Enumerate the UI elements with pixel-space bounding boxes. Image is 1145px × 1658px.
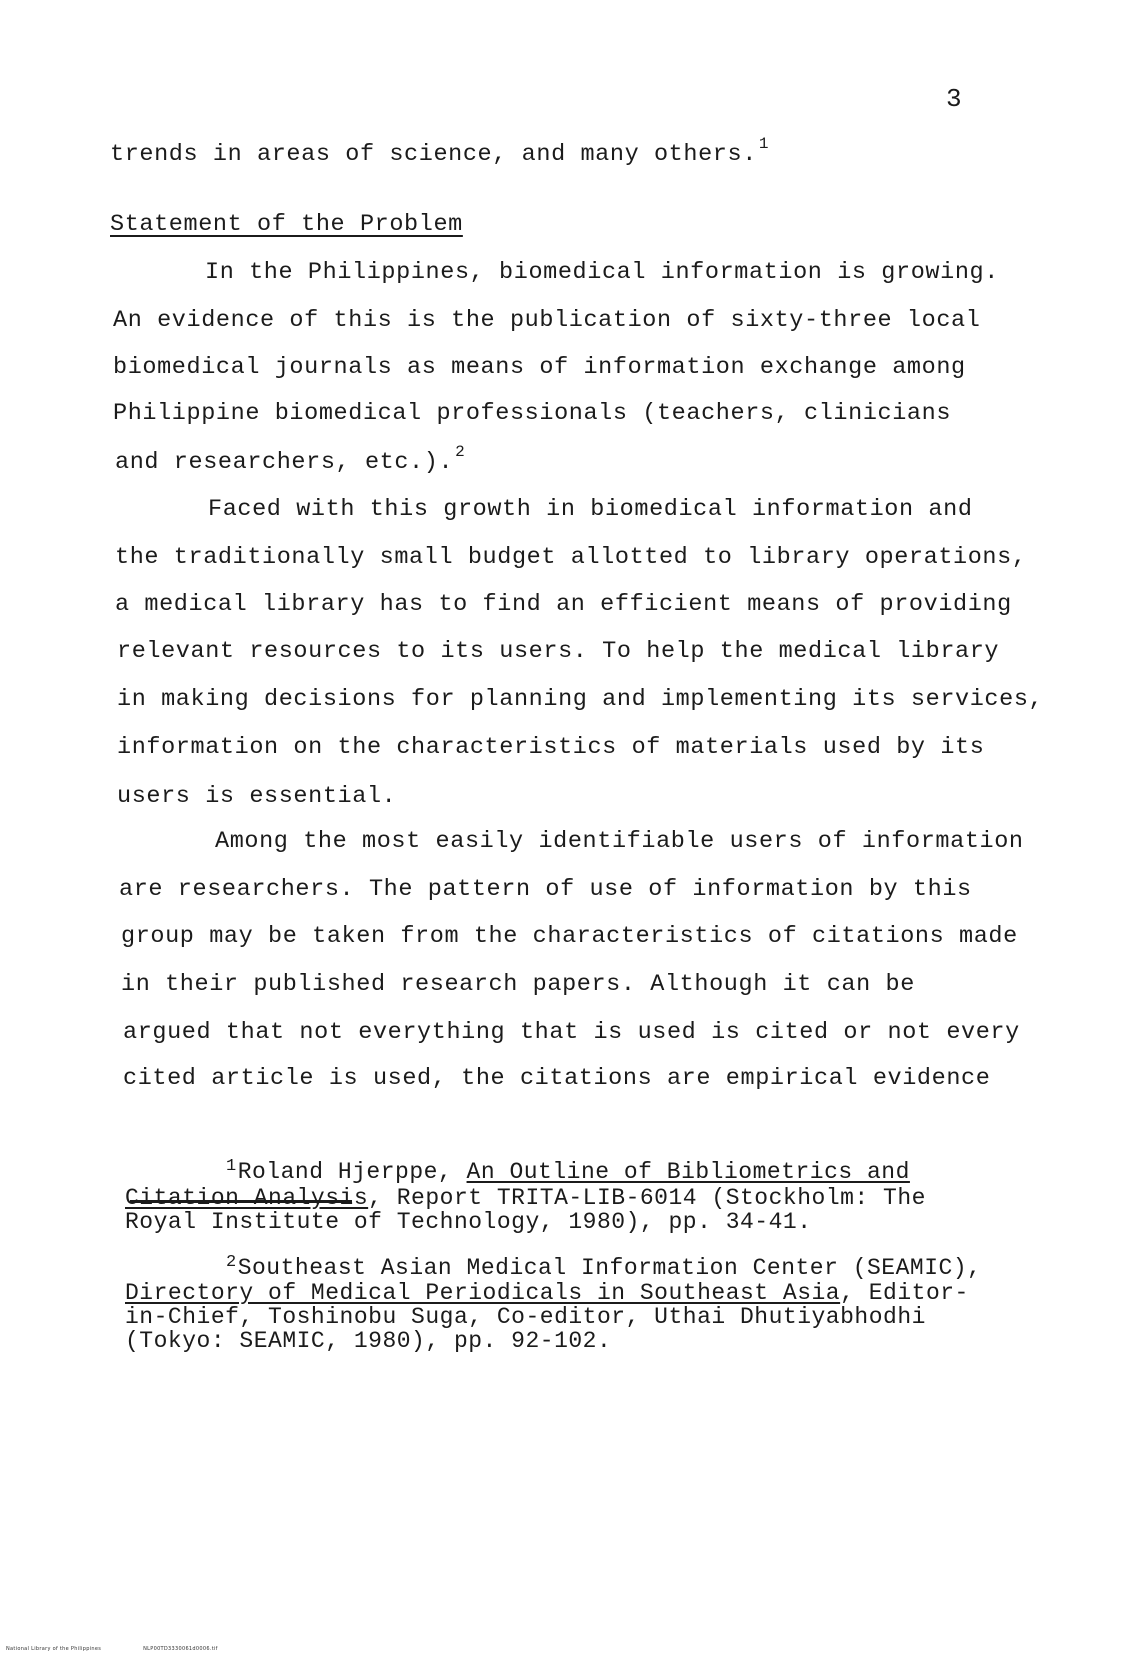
body-line: Among the most easily identifiable users of information — [215, 828, 1024, 855]
footer-file-id: NLP00TD3330061d0006.tif — [143, 1646, 218, 1652]
body-line: in making decisions for planning and implementing its services, — [117, 686, 1044, 713]
body-line: biomedical journals as means of information exchange among — [113, 354, 966, 381]
body-line: the traditionally small budget allotted to library operations, — [115, 544, 1027, 571]
footnote-2-line — [125, 1281, 969, 1306]
body-line: Philippine biomedical professionals (teachers, clinicians — [113, 400, 952, 427]
footnote-1-line — [226, 1157, 910, 1185]
footnote-mark-1: 1 — [226, 1157, 237, 1176]
footnote-2-editor: , Editor- — [840, 1280, 969, 1306]
body-line — [110, 135, 770, 170]
body-line: group may be taken from the characteristics of citations made — [121, 923, 1018, 950]
body-line — [115, 443, 466, 478]
footnote-ref-1: 1 — [758, 135, 770, 153]
body-line: a medical library has to find an efficient means of providing — [115, 591, 1012, 618]
footnote-1-line: Royal Institute of Technology, 1980), pp. 34-41. — [125, 1209, 812, 1235]
body-line-text: trends in areas of science, and many others. — [110, 141, 757, 168]
body-line: information on the characteristics of materials used by its — [117, 734, 985, 761]
footnote-1-title: An Outline of Bibliometrics and — [466, 1159, 910, 1185]
body-line: argued that not everything that is used is cited or not every — [123, 1019, 1020, 1046]
body-line: in their published research papers. Although it can be — [121, 971, 915, 998]
footnote-2-author: Southeast Asian Medical Information Center (SEAMIC), — [237, 1255, 982, 1281]
footnote-2-title: Directory of Medical Periodicals in Southeast Asia — [125, 1280, 841, 1306]
footnote-mark-2: 2 — [226, 1253, 237, 1272]
footnote-1-author: Roland Hjerppe, — [237, 1159, 467, 1185]
body-line: cited article is used, the citations are empirical evidence — [123, 1065, 991, 1092]
body-line: Faced with this growth in biomedical information and — [208, 496, 973, 523]
footnote-1-line — [125, 1186, 926, 1211]
footnote-2-line: in-Chief, Toshinobu Suga, Co-editor, Uthai Dhutiyabhodhi — [125, 1304, 926, 1330]
footnote-1-title: Citation Analysis — [125, 1185, 369, 1211]
section-heading: Statement of the Problem — [110, 211, 463, 238]
body-line: relevant resources to its users. To help the medical library — [117, 638, 1000, 665]
body-line: users is essential. — [117, 783, 397, 810]
footnote-1-report: , Report TRITA-LIB-6014 (Stockholm: The — [368, 1185, 926, 1211]
body-line-text: and researchers, etc.). — [115, 449, 454, 476]
body-line: In the Philippines, biomedical information is growing. — [205, 259, 999, 286]
footer-library: National Library of the Philippines — [6, 1646, 102, 1652]
body-line: are researchers. The pattern of use of information by this — [119, 876, 972, 903]
footnote-2-line: (Tokyo: SEAMIC, 1980), pp. 92-102. — [125, 1328, 612, 1354]
footnote-2-line — [226, 1253, 982, 1281]
footnote-ref-2: 2 — [455, 443, 466, 461]
body-line: An evidence of this is the publication of sixty-three local — [113, 307, 981, 334]
scan-footer — [6, 1646, 260, 1652]
page-number: 3 — [946, 84, 962, 114]
